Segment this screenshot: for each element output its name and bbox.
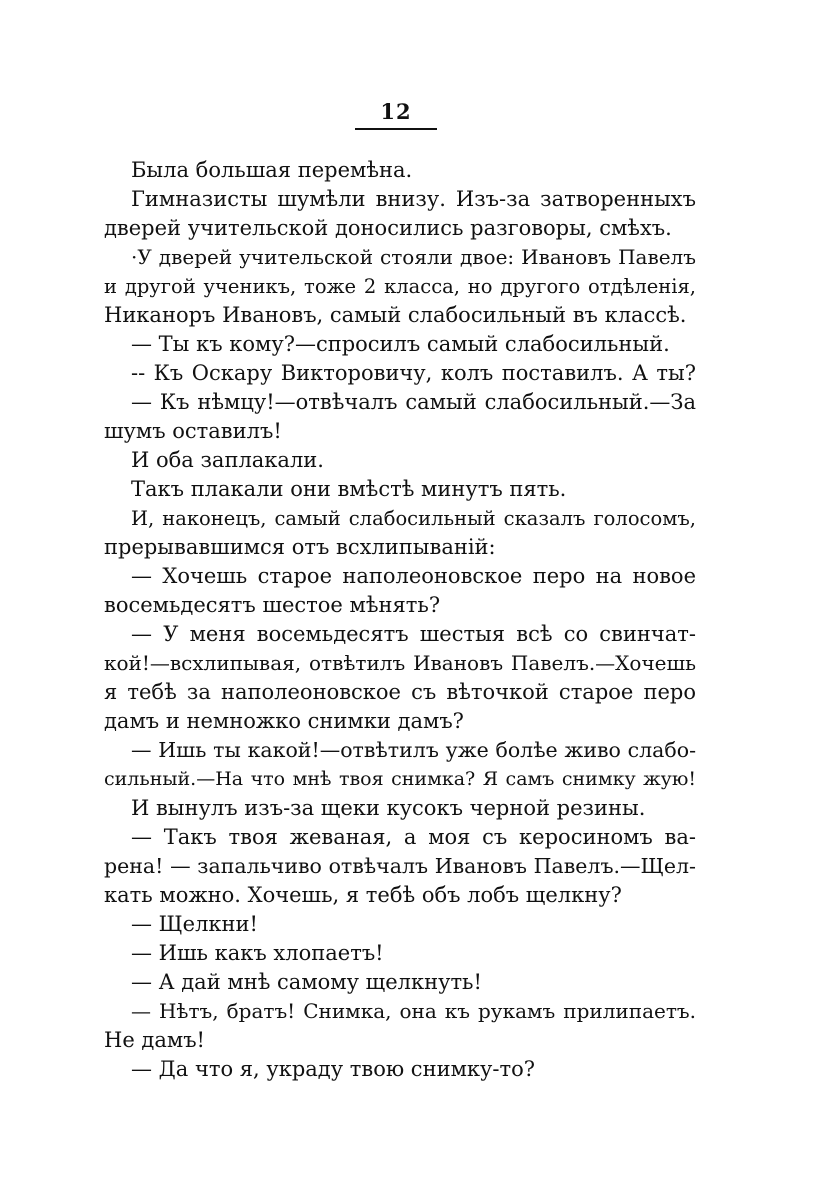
- text-line: кать можно. Хочешь, я тебѣ объ лобъ щелкну?: [104, 883, 622, 907]
- text-line: — У меня восемьдесятъ шестыя всѣ со свинчат-: [131, 622, 696, 646]
- text-line: — Къ нѣмцу!—отвѣчалъ самый слабосильный.—За: [131, 390, 696, 414]
- text-line: — Ты къ кому?—спросилъ самый слабосильный.: [131, 332, 670, 356]
- text-line: шумъ оставилъ!: [104, 419, 282, 443]
- page-number-rule: [355, 128, 437, 130]
- text-line: сильный.—На что мнѣ твоя снимка? Я самъ снимку жую!: [104, 768, 696, 790]
- text-line: — Да что я, украду твою снимку-то?: [131, 1057, 535, 1081]
- text-line: Никаноръ Ивановъ, самый слабосильный въ классѣ.: [104, 303, 687, 327]
- text-line: рена! — запальчиво отвѣчалъ Ивановъ Павелъ.—Щел-: [104, 854, 696, 878]
- text-line: — Щелкни!: [131, 912, 258, 936]
- text-line: Не дамъ!: [104, 1028, 206, 1052]
- text-line: я тебѣ за наполеоновское съ вѣточкой старое перо: [104, 680, 696, 704]
- text-line: Была большая перемѣна.: [131, 158, 413, 182]
- page-header: [355, 100, 437, 130]
- text-line: — Нѣтъ, братъ! Снимка, она къ рукамъ прилипаетъ.: [131, 999, 696, 1023]
- text-line: прерывавшимся отъ всхлипываній:: [104, 535, 496, 559]
- text-line: ·У дверей учительской стояли двое: Ивановъ Павелъ: [131, 245, 696, 269]
- text-line: — Такъ твоя жеваная, а моя съ керосиномъ ва-: [131, 825, 696, 849]
- text-line: И, наконецъ, самый слабосильный сказалъ голосомъ,: [131, 507, 696, 530]
- text-line: Такъ плакали они вмѣстѣ минутъ пять.: [131, 477, 567, 501]
- text-line: — Ишь ты какой!—отвѣтилъ уже болѣе живо слабо-: [131, 738, 696, 762]
- text-line: — А дай мнѣ самому щелкнуть!: [131, 970, 482, 994]
- text-line: дверей учительской доносились разговоры, смѣхъ.: [104, 216, 672, 240]
- text-line: -- Къ Оскару Викторовичу, колъ поставилъ. А ты?: [131, 361, 696, 385]
- page-number: 12: [380, 99, 412, 124]
- text-line: восемьдесятъ шестое мѣнять?: [104, 593, 441, 617]
- text-line: И вынулъ изъ-за щеки кусокъ черной резины.: [131, 796, 646, 820]
- text-line: И оба заплакали.: [131, 448, 324, 472]
- text-line: и другой ученикъ, тоже 2 класса, но другого отдѣленія,: [104, 275, 696, 298]
- text-line: дамъ и немножко снимки дамъ?: [104, 709, 464, 733]
- text-line: Гимназисты шумѣли внизу. Изъ-за затворенныхъ: [131, 187, 696, 211]
- text-line: — Ишь какъ хлопаетъ!: [131, 941, 384, 965]
- text-line: — Хочешь старое наполеоновское перо на новое: [131, 564, 696, 588]
- page-body-text: [104, 156, 696, 1084]
- text-line: кой!—всхлипывая, отвѣтилъ Ивановъ Павелъ.—Хочешь: [104, 651, 696, 675]
